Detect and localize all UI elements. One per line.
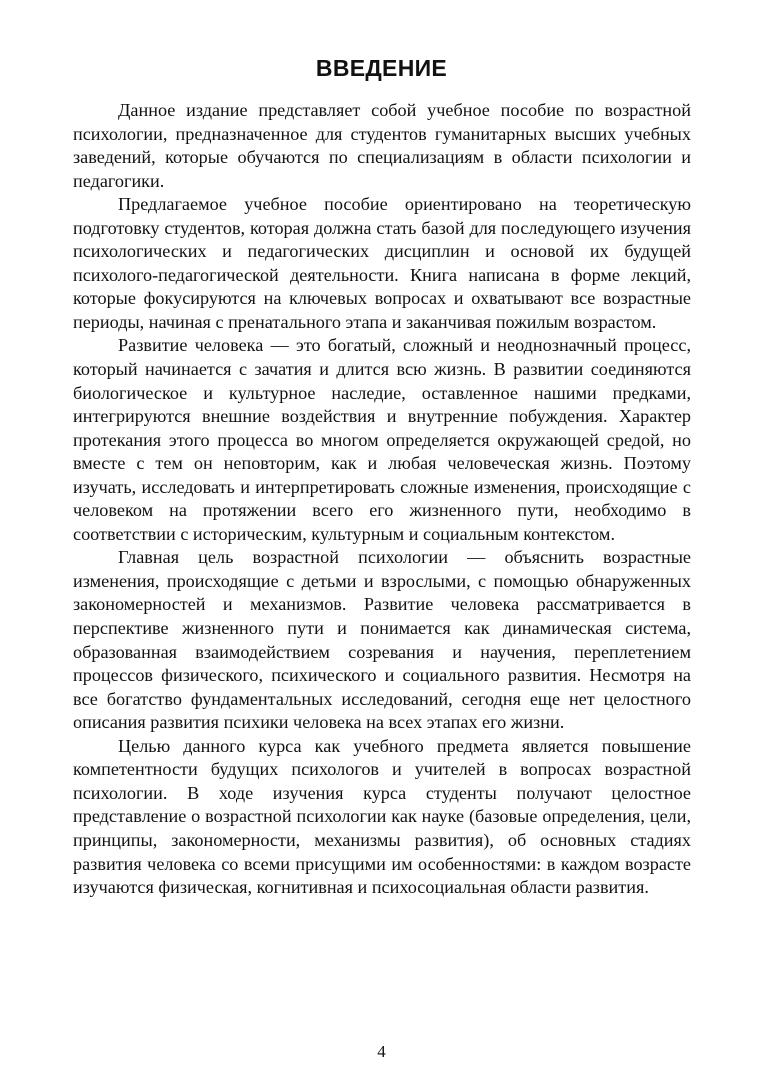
page-number: 4 [377, 1042, 386, 1061]
paragraph-3: Развитие человека — это богатый, сложный и неоднозначный процесс, который начинается с зачатия и длится всю жизнь. В развитии соединяются биологическое и культурное наследие, оставленное нашими предками, интегрируются внешние воздействия и внутренние побуждения. Характер протекания этого процесса во многом определяется окружающей средой, но вместе с тем он неповторим, как и любая человеческая жизнь. Поэтому изучать, исследовать и интерпретировать сложные изменения, происходящие с человеком на протяжении всего его жизненного пути, необходимо в соответствии с историческим, культурным и социальным контекстом. [73, 335, 691, 544]
page-title: ВВЕДЕНИЕ [315, 55, 448, 81]
body-text [73, 99, 691, 900]
paragraph-5: Целью данного курса как учебного предмета является повышение компетентности будущих психологов и учителей в вопросах возрастной психологии. В ходе изучения курса студенты получают целостное представление о возрастной психологии как науке (базовые определения, цели, принципы, закономерности, механизмы развития), об основных стадиях развития человека со всеми присущими им особенностями: в каждом возрасте изучаются физическая, когнитивная и психосоциальная области развития. [73, 735, 691, 898]
paragraph-1: Данное издание представляет собой учебное пособие по возрастной психологии, предназначенное для студентов гуманитарных высших учебных заведений, которые обучаются по специализациям в области психологии и педагогики. [73, 100, 691, 191]
paragraph-4: Главная цель возрастной психологии — объяснить возрастные изменения, происходящие с детьми и взрослыми, с помощью обнаруженных закономерностей и механизмов. Развитие человека рассматривается в перспективе жизненного пути и понимается как динамическая система, образованная взаимодействием созревания и научения, переплетением процессов физического, психического и социального развития. Несмотря на все богатство фундаментальных исследований, сегодня еще нет целостного описания развития психики человека на всех этапах его жизни. [73, 547, 691, 733]
paragraph-2: Предлагаемое учебное пособие ориентировано на теоретическую подготовку студентов, которая должна стать базой для последующего изучения психологических и педагогических дисциплин и основой их будущей психолого-педагогической деятельности. Книга написана в форме лекций, которые фокусируются на ключевых вопросах и охватывают все возрастные периоды, начиная с пренатального этапа и заканчивая пожилым возрастом. [73, 194, 691, 332]
